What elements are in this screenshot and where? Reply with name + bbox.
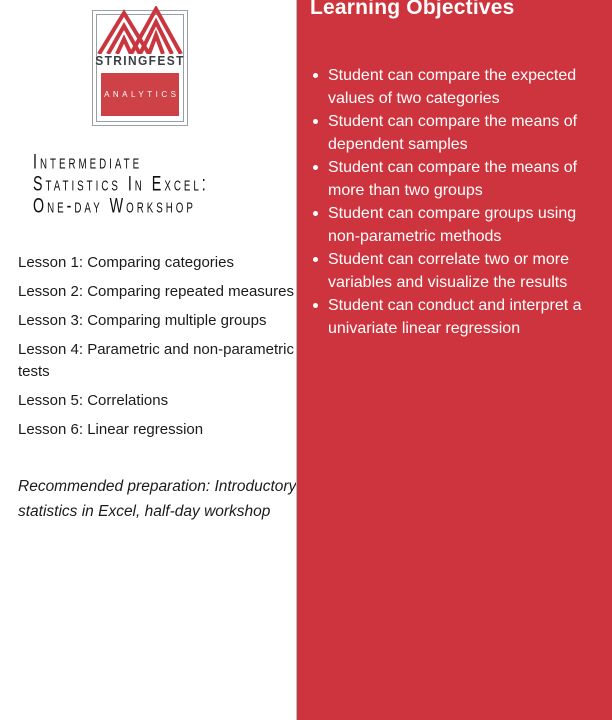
objective-item: Student can compare groups using non-parametric methods (310, 202, 592, 248)
objective-item: Student can compare the expected values of two categories (310, 64, 592, 110)
workshop-title (33, 152, 209, 218)
title-line-3: One-day Workshop (33, 194, 196, 218)
objective-item: Student can compare the means of more than two groups (310, 156, 592, 202)
title-line-2: Statistics In Excel: (33, 172, 209, 196)
lesson-item: Lesson 5: Correlations (18, 392, 169, 409)
objectives-list (310, 64, 592, 340)
panel-heading: Learning Objectives (310, 0, 515, 19)
logo-brand-subtitle: ANALYTICS (104, 90, 180, 99)
objective-item: Student can correlate two or more variables and visualize the results (310, 248, 592, 294)
stringfest-analytics-logo (88, 6, 192, 130)
lesson-list (18, 252, 296, 448)
objective-item: Student can conduct and interpret a univariate linear regression (310, 294, 592, 340)
mountain-peaks-icon (96, 6, 184, 54)
logo-analytics-box (101, 73, 179, 116)
lesson-item: Lesson 2: Comparing repeated measures (18, 283, 294, 300)
title-line-1: Intermediate (33, 150, 143, 174)
lesson-item: Lesson 4: Parametric and non-parametric tests (18, 341, 294, 380)
lesson-item: Lesson 6: Linear regression (18, 421, 204, 438)
preparation-note: Recommended preparation: Introductory statistics in Excel, half-day workshop (18, 478, 297, 520)
lesson-item: Lesson 3: Comparing multiple groups (18, 312, 267, 329)
lesson-item: Lesson 1: Comparing categories (18, 254, 234, 271)
objective-item: Student can compare the means of dependent samples (310, 110, 592, 156)
learning-objectives-panel (296, 0, 612, 720)
logo-brand-name: STRINGFEST (95, 53, 185, 68)
